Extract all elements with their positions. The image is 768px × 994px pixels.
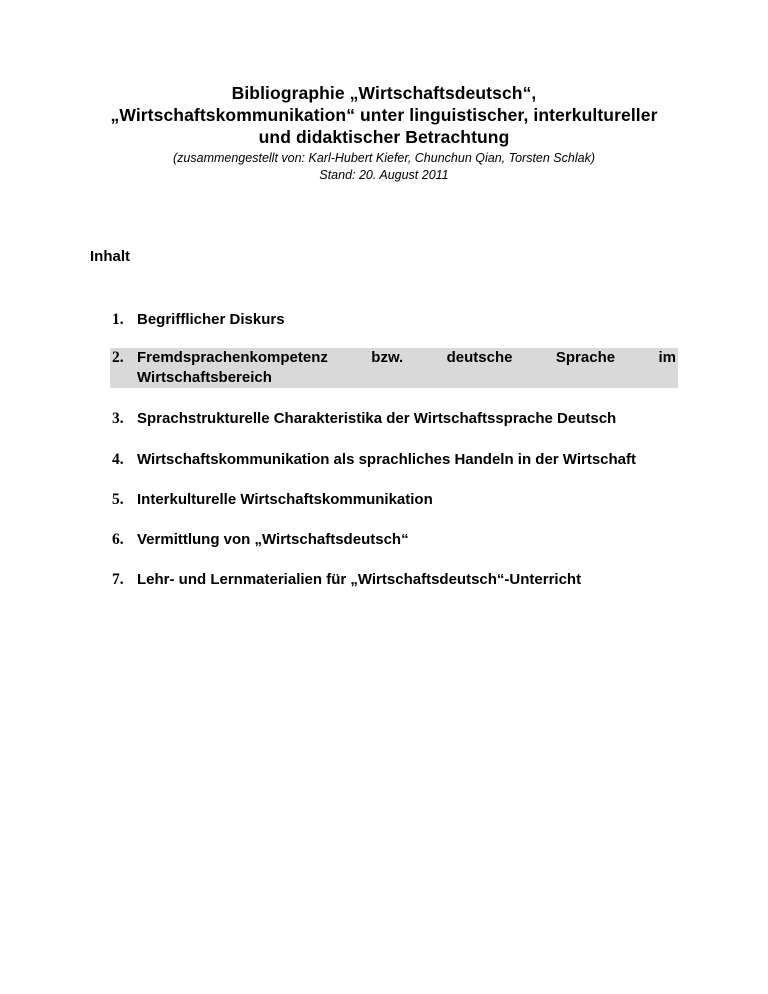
contents-heading: Inhalt [90,248,130,265]
document-title-line-1: Bibliographie „Wirtschaftsdeutsch“, [231,83,537,103]
toc-number: 7. [112,571,124,588]
toc-label: Sprachstrukturelle Charakteristika der Wirtschaftssprache Deutsch [137,410,617,427]
toc-number: 4. [112,451,124,468]
toc-label: Lehr- und Lernmaterialien für „Wirtschaftsdeutsch“-Unterricht [137,571,582,588]
title-block [0,82,768,184]
toc-number: 6. [112,531,124,548]
toc-number: 2. [112,349,124,366]
toc-label: Begrifflicher Diskurs [137,311,285,328]
compiled-by: (zusammengestellt von: Karl-Hubert Kiefer, Chunchun Qian, Torsten Schlak) [173,151,595,165]
toc-number: 1. [112,311,124,328]
toc-word: deutsche [446,349,513,366]
toc-label: Vermittlung von „Wirtschaftsdeutsch“ [137,531,409,548]
toc-label: Interkulturelle Wirtschaftskommunikation [137,491,433,508]
document-title-line-2: „Wirtschaftskommunikation“ unter linguistischer, interkultureller [110,105,658,125]
toc-label: Wirtschaftskommunikation als sprachliches Handeln in der Wirtschaft [137,451,637,468]
toc-word: Fremdsprachenkompetenz [137,349,328,366]
toc-label-line-2: Wirtschaftsbereich [137,369,272,386]
toc-word: Sprache [555,349,616,366]
document-title-line-3: und didaktischer Betrachtung [258,127,510,147]
toc-label-line-1 [137,348,676,368]
toc-entry-2[interactable] [110,348,678,388]
toc-word: bzw. [371,349,404,366]
toc-number: 3. [112,410,124,427]
toc-number: 5. [112,491,124,508]
status-date: Stand: 20. August 2011 [319,168,449,182]
toc-word: im [658,349,676,366]
